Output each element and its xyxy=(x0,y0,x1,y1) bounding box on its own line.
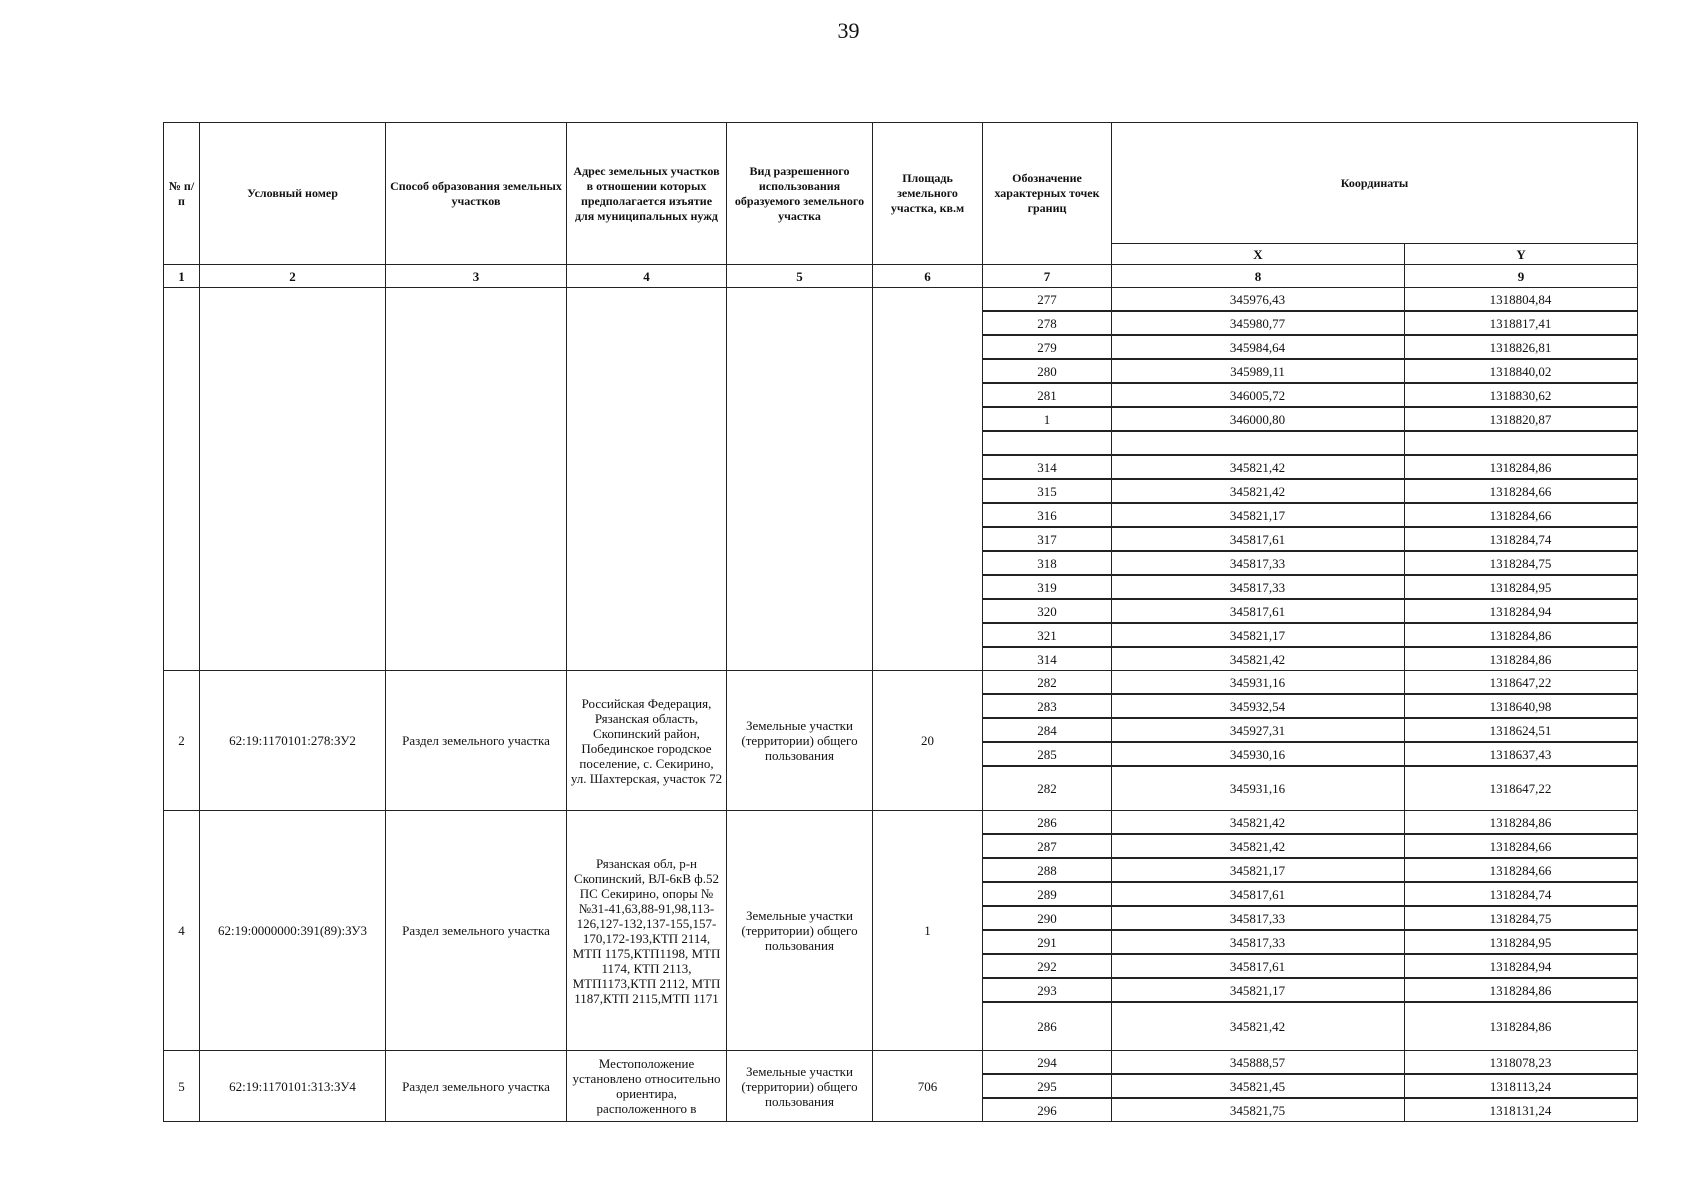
point-y: 1318284,66 xyxy=(1405,858,1638,882)
point-label: 287 xyxy=(983,834,1112,858)
header-number: № п/п xyxy=(164,123,200,265)
header-permitted-use: Вид разрешенного использования образуемого земельного участка xyxy=(727,123,873,265)
point-x: 345927,31 xyxy=(1112,718,1405,742)
point-y: 1318113,24 xyxy=(1405,1074,1638,1098)
point-y: 1318840,02 xyxy=(1405,359,1638,383)
point-label: 320 xyxy=(983,599,1112,623)
plot-area: 20 xyxy=(873,671,983,811)
point-label: 291 xyxy=(983,930,1112,954)
point-y: 1318647,22 xyxy=(1405,766,1638,811)
point-y: 1318640,98 xyxy=(1405,694,1638,718)
point-label xyxy=(983,431,1112,455)
point-y: 1318284,86 xyxy=(1405,978,1638,1002)
point-y: 1318131,24 xyxy=(1405,1098,1638,1122)
point-y: 1318284,95 xyxy=(1405,575,1638,599)
column-number: 8 xyxy=(1112,265,1405,288)
header-area: Площадь земельного участка, кв.м xyxy=(873,123,983,265)
point-y: 1318647,22 xyxy=(1405,671,1638,695)
point-x: 345821,75 xyxy=(1112,1098,1405,1122)
point-x: 345821,17 xyxy=(1112,623,1405,647)
point-x: 345931,16 xyxy=(1112,671,1405,695)
point-label: 315 xyxy=(983,479,1112,503)
plot-formation-method: Раздел земельного участка xyxy=(386,811,567,1051)
point-y: 1318284,75 xyxy=(1405,906,1638,930)
page-number: 39 xyxy=(837,18,860,43)
header-coordinates: Координаты xyxy=(1112,123,1638,244)
point-y: 1318284,86 xyxy=(1405,623,1638,647)
plot-cadastral-number: 62:19:1170101:278:ЗУ2 xyxy=(200,671,386,811)
point-label: 321 xyxy=(983,623,1112,647)
plot-number xyxy=(164,288,200,671)
point-label: 295 xyxy=(983,1074,1112,1098)
point-x: 345821,45 xyxy=(1112,1074,1405,1098)
point-label: 283 xyxy=(983,694,1112,718)
point-label: 281 xyxy=(983,383,1112,407)
table-row xyxy=(164,671,1638,695)
point-x: 345821,42 xyxy=(1112,479,1405,503)
point-label: 294 xyxy=(983,1051,1112,1075)
plot-cadastral-number: 62:19:0000000:391(89):ЗУ3 xyxy=(200,811,386,1051)
point-x: 345817,33 xyxy=(1112,906,1405,930)
plot-number: 5 xyxy=(164,1051,200,1122)
plot-formation-method xyxy=(386,288,567,671)
point-label: 286 xyxy=(983,1002,1112,1051)
point-label: 277 xyxy=(983,288,1112,312)
point-label: 316 xyxy=(983,503,1112,527)
plot-address xyxy=(567,288,727,671)
point-y: 1318284,66 xyxy=(1405,503,1638,527)
table-row xyxy=(164,1051,1638,1075)
point-y: 1318284,74 xyxy=(1405,882,1638,906)
table-body xyxy=(164,288,1638,1122)
point-x: 345817,61 xyxy=(1112,882,1405,906)
point-y: 1318284,94 xyxy=(1405,954,1638,978)
column-number: 2 xyxy=(200,265,386,288)
point-y: 1318284,86 xyxy=(1405,1002,1638,1051)
point-y: 1318624,51 xyxy=(1405,718,1638,742)
point-y: 1318284,86 xyxy=(1405,647,1638,671)
column-number: 5 xyxy=(727,265,873,288)
plot-address: Российская Федерация, Рязанская область, Скопинский район, Побединское городское поселение, с. Секирино, ул. Шахтерская, участок 72 xyxy=(567,671,727,811)
plot-permitted-use: Земельные участки (территории) общего пользования xyxy=(727,811,873,1051)
point-label: 280 xyxy=(983,359,1112,383)
point-x xyxy=(1112,431,1405,455)
plot-number: 2 xyxy=(164,671,200,811)
point-y: 1318284,95 xyxy=(1405,930,1638,954)
point-label: 282 xyxy=(983,671,1112,695)
point-x: 345821,17 xyxy=(1112,858,1405,882)
point-x: 345821,42 xyxy=(1112,811,1405,835)
point-x: 345821,42 xyxy=(1112,647,1405,671)
table-row xyxy=(164,288,1638,312)
plot-number: 4 xyxy=(164,811,200,1051)
plot-permitted-use xyxy=(727,288,873,671)
point-x: 345821,42 xyxy=(1112,834,1405,858)
point-label: 296 xyxy=(983,1098,1112,1122)
point-y: 1318817,41 xyxy=(1405,311,1638,335)
point-y: 1318284,75 xyxy=(1405,551,1638,575)
point-label: 286 xyxy=(983,811,1112,835)
plot-cadastral-number xyxy=(200,288,386,671)
plot-area: 706 xyxy=(873,1051,983,1122)
point-label: 1 xyxy=(983,407,1112,431)
column-number: 9 xyxy=(1405,265,1638,288)
point-x: 345888,57 xyxy=(1112,1051,1405,1075)
point-x: 345984,64 xyxy=(1112,335,1405,359)
table-row xyxy=(164,811,1638,835)
column-number: 4 xyxy=(567,265,727,288)
point-label: 284 xyxy=(983,718,1112,742)
point-x: 345817,33 xyxy=(1112,930,1405,954)
point-y: 1318284,74 xyxy=(1405,527,1638,551)
header-y: Y xyxy=(1405,244,1638,265)
plot-address: Рязанская обл, р-н Скопинский, ВЛ-6кВ ф.52 ПС Секирино, опоры №№31-41,63,88-91,98,113-126,127-132,137-155,157-170,172-193,КТП 2114, МТП 1175,КТП1198, МТП 1174, КТП 2113, МТП1173,КТП 2112, МТП 1187,КТП 2115,МТП 1171 xyxy=(567,811,727,1051)
point-x: 345821,17 xyxy=(1112,978,1405,1002)
point-x: 346005,72 xyxy=(1112,383,1405,407)
header-formation-method: Способ образования земельных участков xyxy=(386,123,567,265)
point-x: 345821,17 xyxy=(1112,503,1405,527)
point-label: 314 xyxy=(983,647,1112,671)
point-x: 345989,11 xyxy=(1112,359,1405,383)
point-y: 1318820,87 xyxy=(1405,407,1638,431)
plot-area xyxy=(873,288,983,671)
point-x: 345817,33 xyxy=(1112,551,1405,575)
point-x: 345930,16 xyxy=(1112,742,1405,766)
point-x: 345932,54 xyxy=(1112,694,1405,718)
point-y: 1318078,23 xyxy=(1405,1051,1638,1075)
point-y: 1318826,81 xyxy=(1405,335,1638,359)
point-x: 345817,61 xyxy=(1112,599,1405,623)
point-label: 279 xyxy=(983,335,1112,359)
point-x: 345976,43 xyxy=(1112,288,1405,312)
header-cadastral-number: Условный номер xyxy=(200,123,386,265)
point-y: 1318284,66 xyxy=(1405,479,1638,503)
point-x: 345817,61 xyxy=(1112,954,1405,978)
point-label: 314 xyxy=(983,455,1112,479)
point-x: 346000,80 xyxy=(1112,407,1405,431)
plot-permitted-use: Земельные участки (территории) общего пользования xyxy=(727,1051,873,1122)
point-x: 345980,77 xyxy=(1112,311,1405,335)
point-x: 345817,61 xyxy=(1112,527,1405,551)
point-label: 292 xyxy=(983,954,1112,978)
plot-cadastral-number: 62:19:1170101:313:ЗУ4 xyxy=(200,1051,386,1122)
column-number: 3 xyxy=(386,265,567,288)
point-y xyxy=(1405,431,1638,455)
point-y: 1318284,86 xyxy=(1405,455,1638,479)
point-label: 317 xyxy=(983,527,1112,551)
column-number: 7 xyxy=(983,265,1112,288)
plot-formation-method: Раздел земельного участка xyxy=(386,1051,567,1122)
header-boundary-points: Обозначение характерных точек границ xyxy=(983,123,1112,265)
point-x: 345817,33 xyxy=(1112,575,1405,599)
point-label: 285 xyxy=(983,742,1112,766)
column-number: 1 xyxy=(164,265,200,288)
point-y: 1318830,62 xyxy=(1405,383,1638,407)
point-label: 289 xyxy=(983,882,1112,906)
plot-permitted-use: Земельные участки (территории) общего пользования xyxy=(727,671,873,811)
plot-area: 1 xyxy=(873,811,983,1051)
point-x: 345821,42 xyxy=(1112,455,1405,479)
point-y: 1318284,94 xyxy=(1405,599,1638,623)
point-y: 1318284,66 xyxy=(1405,834,1638,858)
point-label: 278 xyxy=(983,311,1112,335)
point-label: 293 xyxy=(983,978,1112,1002)
point-label: 288 xyxy=(983,858,1112,882)
point-y: 1318284,86 xyxy=(1405,811,1638,835)
header-x: X xyxy=(1112,244,1405,265)
point-label: 319 xyxy=(983,575,1112,599)
column-number: 6 xyxy=(873,265,983,288)
land-plots-table xyxy=(163,122,1638,1122)
point-x: 345821,42 xyxy=(1112,1002,1405,1051)
point-y: 1318637,43 xyxy=(1405,742,1638,766)
header-address: Адрес земельных участков в отношении которых предполагается изъятие для муниципальных нужд xyxy=(567,123,727,265)
point-label: 290 xyxy=(983,906,1112,930)
point-label: 282 xyxy=(983,766,1112,811)
plot-address: Местоположение установлено относительно ориентира, расположенного в xyxy=(567,1051,727,1122)
plot-formation-method: Раздел земельного участка xyxy=(386,671,567,811)
point-y: 1318804,84 xyxy=(1405,288,1638,312)
point-label: 318 xyxy=(983,551,1112,575)
point-x: 345931,16 xyxy=(1112,766,1405,811)
